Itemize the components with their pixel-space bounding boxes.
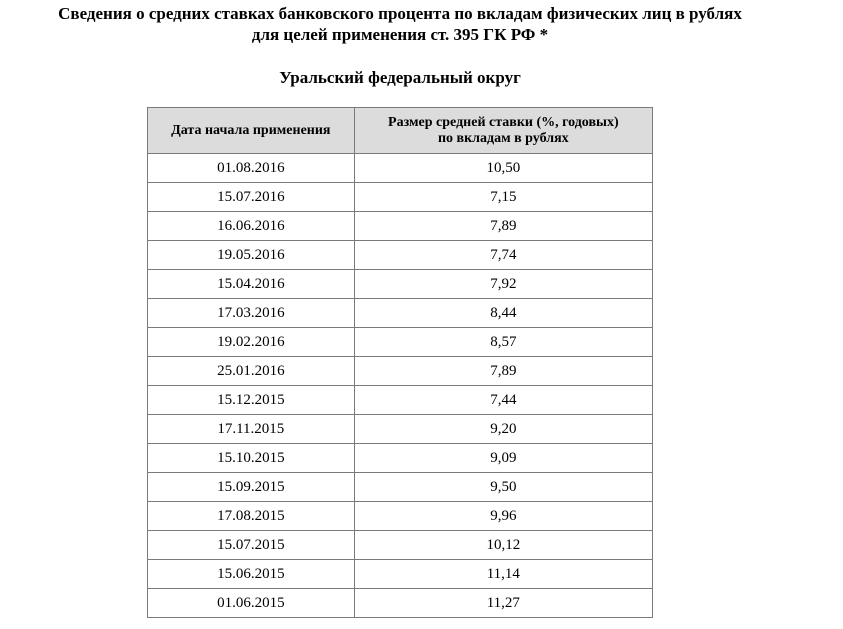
date-cell: 16.06.2016 <box>148 212 355 241</box>
rate-cell: 7,74 <box>354 241 652 270</box>
title-line-2: для целей применения ст. 395 ГК РФ * <box>251 25 549 44</box>
table-row <box>148 183 653 212</box>
rate-cell: 7,89 <box>354 212 652 241</box>
date-cell: 01.06.2015 <box>148 589 355 618</box>
table-row <box>148 154 653 183</box>
table-row <box>148 531 653 560</box>
rate-cell: 9,20 <box>354 415 652 444</box>
date-cell: 01.08.2016 <box>148 154 355 183</box>
rate-cell: 7,92 <box>354 270 652 299</box>
header-rate-line-1: Размер средней ставки (%, годовых) <box>388 114 619 130</box>
date-cell: 15.06.2015 <box>148 560 355 589</box>
rate-cell: 11,27 <box>354 589 652 618</box>
document-title <box>0 3 800 45</box>
title-line-1: Сведения о средних ставках банковского процента по вкладам физических лиц в рублях <box>58 4 742 23</box>
rates-table <box>147 107 653 618</box>
table-header-row <box>148 108 653 154</box>
region-heading: Уральский федеральный округ <box>279 68 521 87</box>
rate-cell: 9,09 <box>354 444 652 473</box>
table-row <box>148 299 653 328</box>
date-cell: 17.03.2016 <box>148 299 355 328</box>
date-cell: 15.07.2015 <box>148 531 355 560</box>
table-row <box>148 241 653 270</box>
rate-cell: 7,89 <box>354 357 652 386</box>
date-cell: 15.04.2016 <box>148 270 355 299</box>
rate-cell: 10,12 <box>354 531 652 560</box>
rate-cell: 7,44 <box>354 386 652 415</box>
table-row <box>148 444 653 473</box>
header-rate <box>354 108 652 154</box>
table-row <box>148 560 653 589</box>
header-date: Дата начала применения <box>148 108 355 154</box>
rate-cell: 7,15 <box>354 183 652 212</box>
date-cell: 19.02.2016 <box>148 328 355 357</box>
table-row <box>148 386 653 415</box>
header-rate-line-2: по вкладам в рублях <box>437 130 569 146</box>
table-row <box>148 589 653 618</box>
rate-cell: 8,44 <box>354 299 652 328</box>
date-cell: 17.11.2015 <box>148 415 355 444</box>
table-row <box>148 212 653 241</box>
rate-cell: 8,57 <box>354 328 652 357</box>
date-cell: 15.12.2015 <box>148 386 355 415</box>
table-row <box>148 357 653 386</box>
date-cell: 17.08.2015 <box>148 502 355 531</box>
rate-cell: 9,50 <box>354 473 652 502</box>
table-row <box>148 502 653 531</box>
table-row <box>148 473 653 502</box>
date-cell: 19.05.2016 <box>148 241 355 270</box>
date-cell: 15.09.2015 <box>148 473 355 502</box>
date-cell: 15.10.2015 <box>148 444 355 473</box>
table-row <box>148 328 653 357</box>
rate-cell: 11,14 <box>354 560 652 589</box>
table-row <box>148 270 653 299</box>
table-row <box>148 415 653 444</box>
date-cell: 25.01.2016 <box>148 357 355 386</box>
rate-cell: 10,50 <box>354 154 652 183</box>
rate-cell: 9,96 <box>354 502 652 531</box>
date-cell: 15.07.2016 <box>148 183 355 212</box>
